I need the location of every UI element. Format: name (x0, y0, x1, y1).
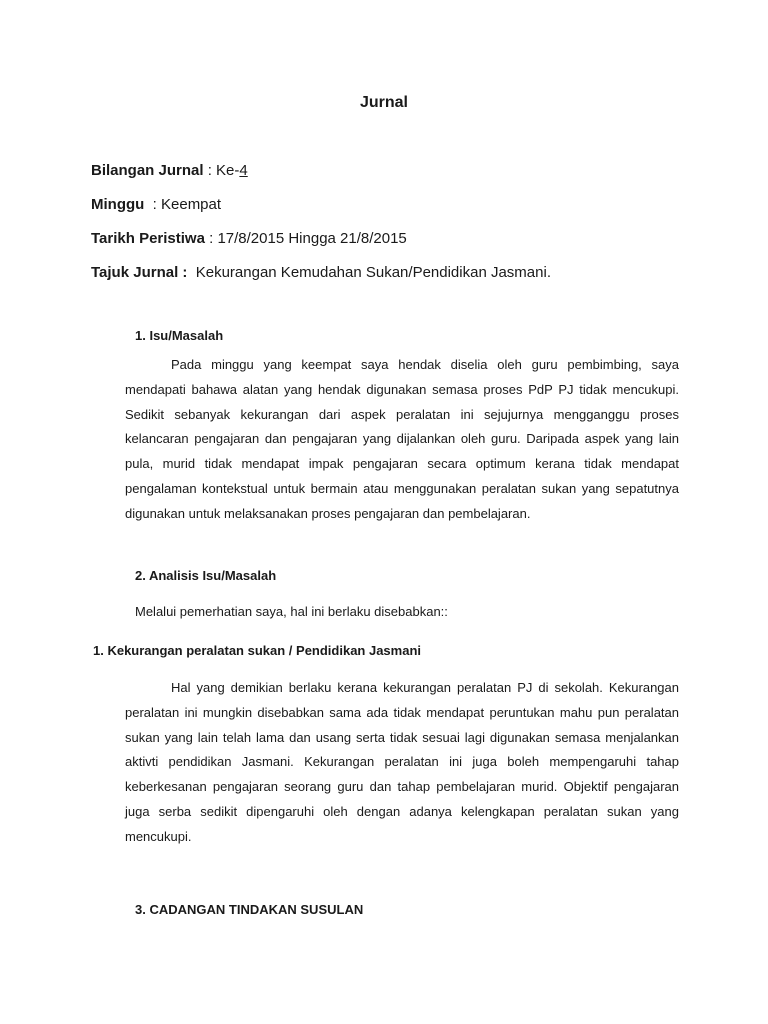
section-2-heading: 2. Analisis Isu/Masalah (135, 568, 277, 583)
week-label: Minggu (91, 196, 145, 213)
document-title: Jurnal (359, 94, 408, 111)
journal-number-prefix: Ke- (216, 162, 240, 179)
week-line (91, 196, 221, 213)
journal-number-line (91, 162, 248, 179)
section-2-paragraph: Hal yang demikian berlaku kerana kekurangan peralatan PJ di sekolah. Kekurangan peralatan ini mungkin disebabkan sama ada tidak mendapat peruntukan mahu pun peralatan sukan yang lain telah lama dan usang serta tidak sesuai lagi digunakan semasa menjalankan aktivti pendidikan Jasmani. Kekurangan peralatan ini juga boleh mempengaruhi tahap keberkesanan pengajaran seorang guru dan tahap pembelajaran murid. Objektif pengajaran juga serba sedikit dipengaruhi oleh dengan adanya kelengkapan peralatan sukan yang mencukupi. (125, 680, 679, 844)
event-date-line (91, 230, 407, 247)
section-2-body (125, 676, 679, 849)
event-date-label: Tarikh Peristiwa (91, 230, 205, 247)
journal-topic-label: Tajuk Jurnal : (91, 264, 192, 281)
journal-number-value: 4 (239, 162, 248, 179)
journal-number-separator: : (203, 162, 217, 179)
section-2-intro: Melalui pemerhatian saya, hal ini berlaku disebabkan:: (135, 604, 448, 619)
week-value: : Keempat (144, 196, 222, 213)
journal-topic-value: Kekurangan Kemudahan Sukan/Pendidikan Jasmani. (191, 264, 551, 281)
section-2-subheading: 1. Kekurangan peralatan sukan / Pendidikan Jasmani (93, 643, 422, 658)
section-3-heading: 3. CADANGAN TINDAKAN SUSULAN (135, 902, 364, 917)
journal-number-label: Bilangan Jurnal (91, 162, 204, 179)
section-1-heading: 1. Isu/Masalah (135, 328, 224, 343)
section-1-paragraph: Pada minggu yang keempat saya hendak diselia oleh guru pembimbing, saya mendapati bahawa alatan yang hendak digunakan semasa proses PdP PJ tidak mencukupi. Sedikit sebanyak kekurangan dari aspek peralatan ini sejujurnya mengganggu proses kelancaran pengajaran dan pengajaran yang dijalankan oleh guru. Daripada aspek yang lain pula, murid tidak mendapat impak pengajaran secara optimum kerana tidak mendapat pengalaman kontekstual untuk bermain atau menggunakan peralatan sukan yang sepatutnya digunakan untuk melaksanakan proses pengajaran dan pembelajaran. (125, 357, 679, 521)
section-1-body (125, 353, 679, 526)
journal-topic-line (91, 264, 551, 281)
event-date-value: : 17/8/2015 Hingga 21/8/2015 (204, 230, 407, 247)
